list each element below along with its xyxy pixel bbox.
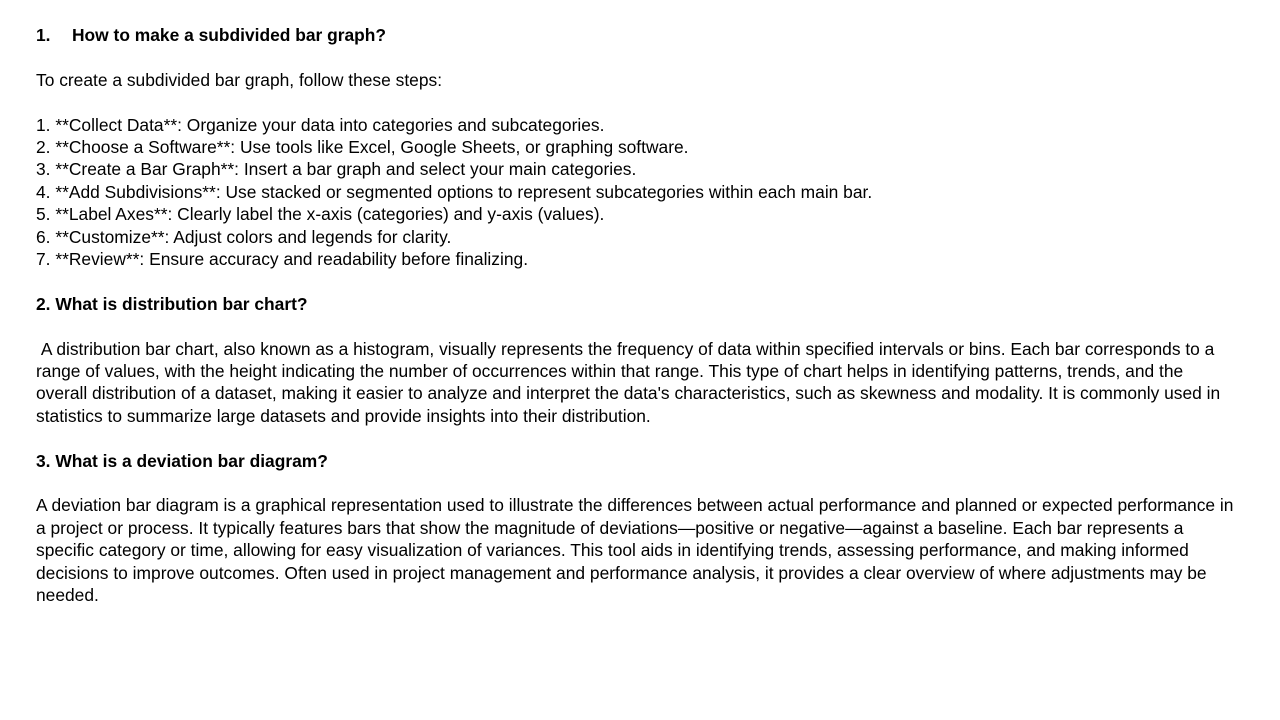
section1-steps-list [36,114,1236,271]
section2-body: A distribution bar chart, also known as a histogram, visually represents the frequency of data within specified intervals or bins. Each bar corresponds to a range of values, with the height indicating the number of occurrences within that range. This type of chart helps in identifying patterns, trends, and the overall distribution of a dataset, making it easier to analyze and interpret the data's characteristics, such as skewness and modality. It is commonly used in statistics to summarize large datasets and provide insights into their distribution. [36,338,1226,426]
step-item-2: 2. **Choose a Software**: Use tools like Excel, Google Sheets, or graphing software. [36,137,689,157]
document-content [36,24,1236,606]
spacer [36,315,1236,337]
section3-heading: 3. What is a deviation bar diagram? [36,450,328,471]
section1-title: How to make a subdivided bar graph? [72,25,387,45]
section2-heading: 2. What is distribution bar chart? [36,293,308,314]
step-item-6: 6. **Customize**: Adjust colors and legends for clarity. [36,226,452,247]
section3-body: A deviation bar diagram is a graphical representation used to illustrate the differences between actual performance and planned or expected performance in a project or process. It typically features bars that show the magnitude of deviations—positive or negative—against a baseline. Each bar represents a specific category or time, allowing for easy visualization of variances. This tool aids in identifying trends, assessing performance, and making informed decisions to improve outcomes. Often used in project management and performance analysis, it provides a clear overview of where adjustments may be needed. [36,495,1234,606]
step-item-1: 1. **Collect Data**: Organize your data into categories and subcategories. [36,114,605,135]
section1-number: 1. [36,25,51,45]
spacer [36,46,1236,68]
spacer [36,270,1236,292]
step-item-3: 3. **Create a Bar Graph**: Insert a bar graph and select your main categories. [36,159,637,180]
section1-intro: To create a subdivided bar graph, follow these steps: [36,69,443,90]
section1-heading [36,24,1236,46]
step-item-4: 4. **Add Subdivisions**: Use stacked or segmented options to represent subcategories within each main bar. [36,181,873,202]
step-item-5: 5. **Label Axes**: Clearly label the x-axis (categories) and y-axis (values). [36,204,605,225]
spacer [36,427,1236,449]
step-item-7: 7. **Review**: Ensure accuracy and readability before finalizing. [36,249,529,270]
spacer [36,91,1236,113]
spacer [36,472,1236,494]
